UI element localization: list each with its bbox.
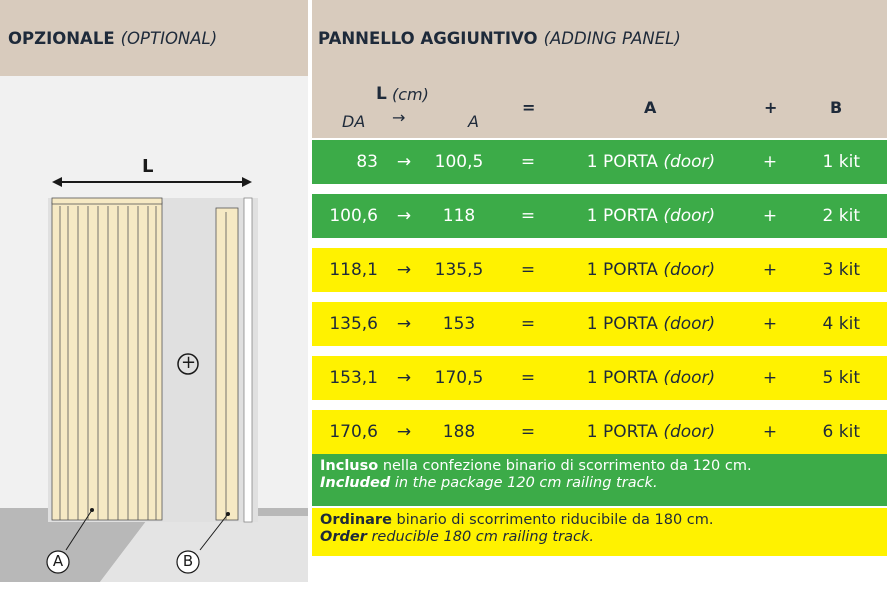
header-from: DA (342, 112, 366, 131)
table-row (312, 410, 887, 454)
row-to: 100,5 (434, 152, 484, 172)
order-note-it: Ordinare binario di scorrimento riducibile da 180 cm. (320, 512, 714, 528)
panel-table (312, 76, 887, 442)
row-a: 1 PORTA (door) (586, 152, 716, 172)
table-row (312, 140, 887, 184)
row-a: 1 PORTA (door) (586, 206, 716, 226)
row-equals: = (520, 260, 536, 280)
row-to: 118 (442, 206, 476, 226)
row-equals: = (520, 314, 536, 334)
adding-panel-b (216, 208, 238, 520)
header-arrow: → (392, 108, 406, 127)
door-illustration-panel (0, 76, 308, 582)
order-note (312, 508, 887, 556)
adding-panel-header (312, 0, 887, 76)
row-from: 118,1 (329, 260, 378, 280)
row-to: 135,5 (434, 260, 484, 280)
optional-header (0, 0, 308, 76)
table-row (312, 194, 887, 238)
header-plus: + (764, 98, 778, 117)
header-equals: = (522, 98, 536, 117)
marker-b-label: B (182, 552, 194, 570)
row-plus: + (762, 206, 778, 226)
row-a: 1 PORTA (door) (586, 368, 716, 388)
row-arrow: → (396, 260, 412, 280)
row-equals: = (520, 368, 536, 388)
header-to: A (468, 112, 479, 131)
row-plus: + (762, 422, 778, 442)
row-arrow: → (396, 422, 412, 442)
folding-door-diagram (0, 76, 308, 582)
included-note (312, 454, 887, 506)
row-to: 170,5 (434, 368, 484, 388)
header-col-b: B (830, 98, 843, 117)
table-row (312, 356, 887, 400)
row-arrow: → (396, 152, 412, 172)
header-l-unit: (cm) (392, 85, 429, 104)
row-b: 6 kit (822, 422, 860, 442)
row-a: 1 PORTA (door) (586, 260, 716, 280)
row-from: 153,1 (329, 368, 378, 388)
dimension-label: L (142, 156, 154, 177)
folding-door-a (52, 198, 162, 520)
plus-symbol: + (181, 352, 197, 373)
row-b: 5 kit (822, 368, 860, 388)
included-note-en: Included in the package 120 cm railing track. (320, 475, 658, 491)
row-b: 3 kit (822, 260, 860, 280)
right-jamb (244, 198, 252, 522)
adding-panel-header-title: PANNELLO AGGIUNTIVO (318, 28, 538, 48)
row-to: 188 (442, 422, 476, 442)
row-plus: + (762, 260, 778, 280)
row-plus: + (762, 368, 778, 388)
optional-header-subtitle: (OPTIONAL) (120, 28, 218, 48)
row-equals: = (520, 422, 536, 442)
optional-header-title: OPZIONALE (8, 28, 115, 48)
row-equals: = (520, 152, 536, 172)
table-row (312, 302, 887, 346)
row-from: 100,6 (329, 206, 378, 226)
row-arrow: → (396, 206, 412, 226)
row-to: 153 (442, 314, 476, 334)
table-row (312, 248, 887, 292)
adding-panel-header-subtitle: (ADDING PANEL) (543, 28, 681, 48)
row-b: 4 kit (822, 314, 860, 334)
row-plus: + (762, 314, 778, 334)
row-a: 1 PORTA (door) (586, 422, 716, 442)
row-plus: + (762, 152, 778, 172)
row-a: 1 PORTA (door) (586, 314, 716, 334)
table-header (312, 76, 887, 138)
row-from: 83 (356, 152, 378, 172)
order-note-en: Order reducible 180 cm railing track. (320, 529, 594, 545)
row-b: 2 kit (822, 206, 860, 226)
row-arrow: → (396, 368, 412, 388)
header-col-a: A (644, 98, 657, 117)
row-arrow: → (396, 314, 412, 334)
marker-a-label: A (52, 552, 64, 570)
row-b: 1 kit (822, 152, 860, 172)
row-from: 135,6 (329, 314, 378, 334)
included-note-it: Incluso nella confezione binario di scorrimento da 120 cm. (320, 458, 752, 474)
row-equals: = (520, 206, 536, 226)
header-l-label: L (376, 84, 387, 104)
row-from: 170,6 (329, 422, 378, 442)
dimension-arrow-l (52, 177, 252, 187)
